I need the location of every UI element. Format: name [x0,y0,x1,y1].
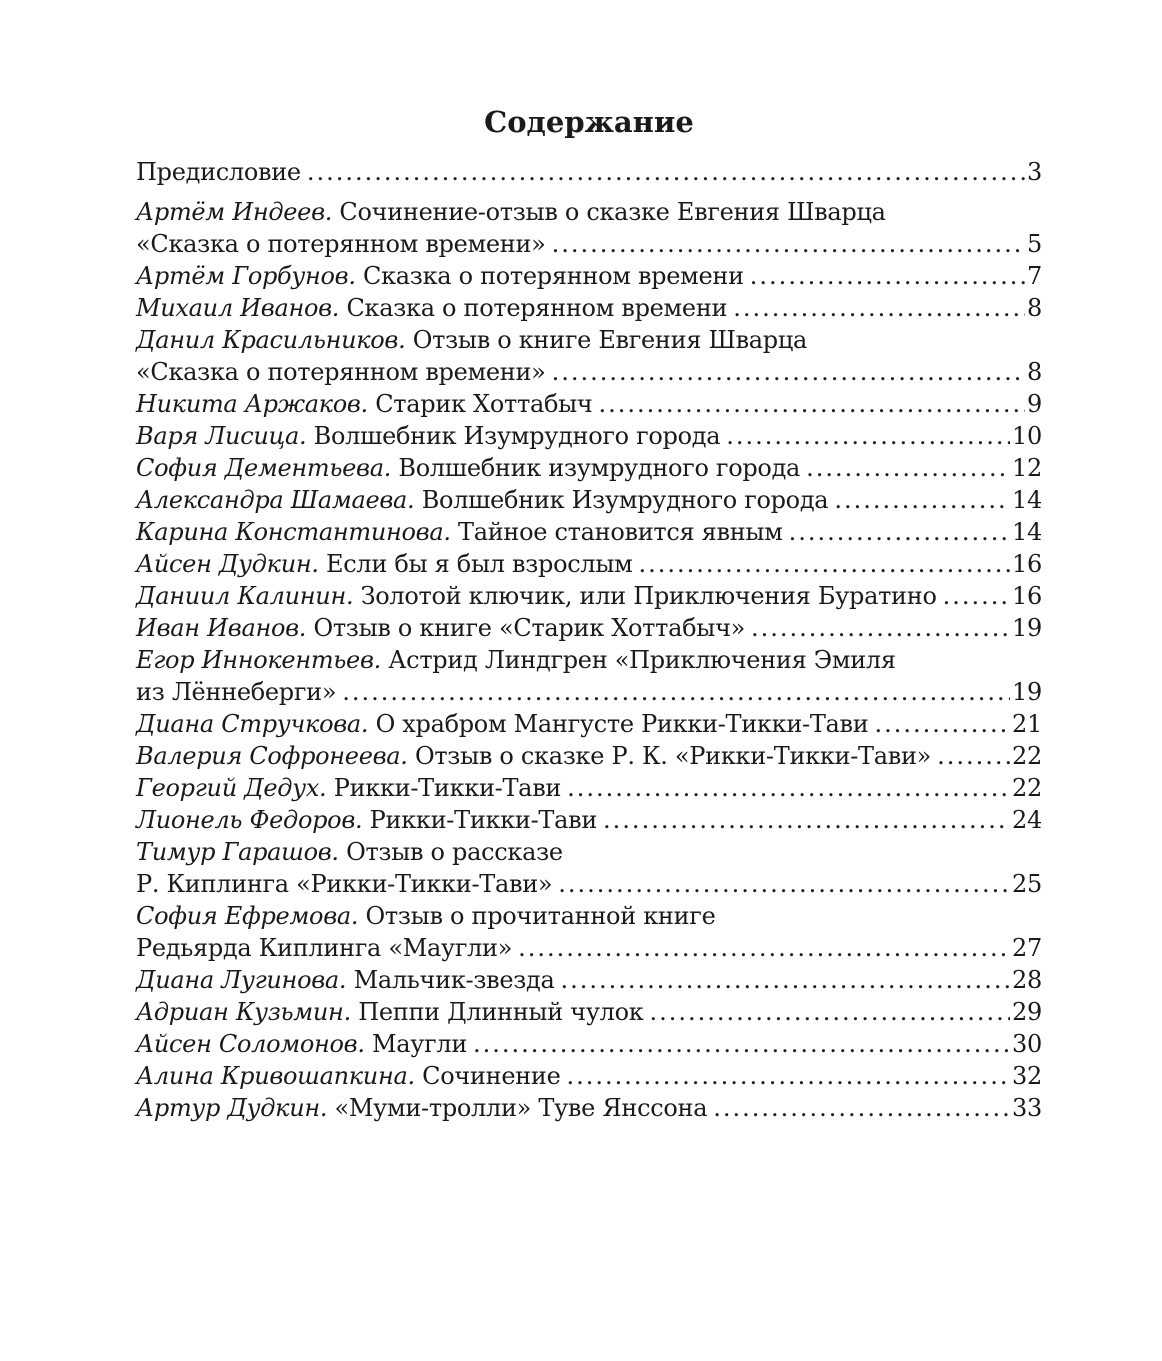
toc-line [136,612,1042,644]
toc-entry [136,548,1042,580]
toc-entry [136,516,1042,548]
toc-leader-dots [552,228,1025,260]
toc-entry [136,996,1042,1028]
toc-page-number: 27 [1012,934,1042,962]
toc-line [136,1028,1042,1060]
toc-leader-dots [750,260,1025,292]
toc-page-number: 5 [1027,230,1042,258]
toc-line [136,740,1042,772]
toc-leader-dots [567,1060,1011,1092]
toc-leader-dots [518,932,1010,964]
toc-entry [136,292,1042,324]
toc-entry-title: Золотой ключик, или Приключения Буратино [353,582,937,610]
toc-entry-title: Волшебник Изумрудного города [414,486,829,514]
toc-entry-preface [136,156,1042,188]
toc-entry [136,612,1042,644]
toc-list [136,156,1042,1124]
toc-leader-dots [552,356,1025,388]
toc-entry-author: Диана Стручкова. [136,710,369,738]
toc-entry-author: Айсен Соломонов. [136,1030,365,1058]
toc-page-number: 29 [1012,998,1042,1026]
toc-entry-title: Мальчик-звезда [346,966,555,994]
toc-line [136,388,1042,420]
toc-leader-dots [649,996,1010,1028]
toc-entry-author: Даниил Калинин. [136,582,354,610]
toc-line [136,516,1042,548]
toc-line [136,1092,1042,1124]
toc-line [136,292,1042,324]
toc-entry [136,484,1042,516]
toc-entry-title: Пеппи Длинный чулок [350,998,644,1026]
toc-entry [136,644,1042,708]
toc-entry-author: Диана Лугинова. [136,966,347,994]
toc-entry-title: Сочинение [414,1062,561,1090]
toc-entry-title: Маугли [364,1030,468,1058]
toc-entry-title: Рикки-Тикки-Тави [326,774,562,802]
toc-line [136,644,1042,676]
toc-line [136,836,1042,868]
toc-leader-dots [726,420,1010,452]
toc-leader-dots [751,612,1010,644]
toc-page-number: 33 [1012,1094,1042,1122]
toc-entry-title: Сказка о потерянном времени [355,262,744,290]
toc-entry-author: Лионель Федоров. [136,806,363,834]
toc-line [136,772,1042,804]
toc-page-number: 24 [1012,806,1042,834]
toc-entry [136,420,1042,452]
toc-line [136,324,1042,356]
toc-entry [136,1060,1042,1092]
toc-entry [136,900,1042,964]
toc-entry [136,1028,1042,1060]
toc-leader-dots [733,292,1025,324]
toc-entry-title: Отзыв о рассказе [338,838,563,866]
toc-line [136,868,1042,900]
toc-line [136,900,1042,932]
toc-leader-dots [789,516,1010,548]
toc-leader-dots [473,1028,1010,1060]
toc-entry-title: Отзыв о книге Евгения Шварца [405,326,808,354]
toc-line [136,196,1042,228]
toc-entry-author: Егор Иннокентьев. [136,646,381,674]
toc-entry-title: Рикки-Тикки-Тави [362,806,598,834]
toc-entry-author: Артём Горбунов. [136,262,356,290]
toc-leader-dots [307,156,1025,188]
toc-leader-dots [834,484,1010,516]
toc-line [136,1060,1042,1092]
toc-page-number: 28 [1012,966,1042,994]
toc-entry-author: Иван Иванов. [136,614,307,642]
toc-page-number: 19 [1012,614,1042,642]
toc-leader-dots [806,452,1010,484]
toc-leader-dots [713,1092,1010,1124]
toc-entry-title: Астрид Линдгрен «Приключения Эмиля [380,646,896,674]
toc-entry-author: Тимур Гарашов. [136,838,339,866]
toc-page-number: 22 [1012,774,1042,802]
toc-page-number: 14 [1012,518,1042,546]
toc-entry-title: Отзыв о сказке Р. К. «Рикки-Тикки-Тави» [407,742,932,770]
toc-line [136,804,1042,836]
toc-entry-author: Алина Кривошапкина. [136,1062,415,1090]
toc-entry-title: «Муми-тролли» Туве Янссона [327,1094,708,1122]
toc-line [136,452,1042,484]
toc-page-number: 21 [1012,710,1042,738]
toc-entry-author: Айсен Дудкин. [136,550,319,578]
toc-entry [136,708,1042,740]
toc-page-number: 9 [1027,390,1042,418]
toc-line [136,156,1042,188]
toc-entry-title: Отзыв о книге «Старик Хоттабыч» [306,614,746,642]
toc-entry-title-continued: «Сказка о потерянном времени» [136,230,546,258]
toc-line [136,996,1042,1028]
toc-page-number: 19 [1012,678,1042,706]
toc-entry [136,772,1042,804]
toc-page-number: 30 [1012,1030,1042,1058]
toc-entry-title-continued: из Лённеберги» [136,678,337,706]
toc-entry [136,260,1042,292]
toc-entry-title: Волшебник Изумрудного города [306,422,721,450]
toc-entry [136,196,1042,260]
toc-entry [136,1092,1042,1124]
toc-entry-author: Михаил Иванов. [136,294,340,322]
toc-leader-dots [561,964,1011,996]
toc-entry-author: Варя Лисица. [136,422,307,450]
toc-line [136,580,1042,612]
toc-page-number: 12 [1012,454,1042,482]
toc-entry [136,804,1042,836]
toc-entry-title: О храбром Мангусте Рикки-Тикки-Тави [368,710,869,738]
page-title: Содержание [484,105,694,139]
toc-page-number: 14 [1012,486,1042,514]
toc-entry-author: Артём Индеев. [136,198,333,226]
toc-leader-dots [874,708,1010,740]
toc-line [136,676,1042,708]
toc-line [136,964,1042,996]
toc-entry [136,452,1042,484]
toc-line [136,708,1042,740]
toc-page-number: 8 [1027,358,1042,386]
toc-page [136,102,1042,1124]
toc-entry [136,836,1042,900]
toc-entry-author: Валерия Софронеева. [136,742,408,770]
toc-entry-author: Карина Константинова. [136,518,451,546]
toc-leader-dots [603,804,1010,836]
toc-entry [136,740,1042,772]
toc-leader-dots [937,740,1010,772]
toc-page-number: 22 [1012,742,1042,770]
toc-page-number: 32 [1012,1062,1042,1090]
toc-entry-title: Предисловие [136,158,301,186]
toc-entry-title: Отзыв о прочитанной книге [358,902,716,930]
toc-entry [136,964,1042,996]
toc-line [136,356,1042,388]
toc-entry-title-continued: Редьярда Киплинга «Маугли» [136,934,513,962]
toc-line [136,548,1042,580]
toc-page-number: 8 [1027,294,1042,322]
toc-entry [136,324,1042,388]
toc-leader-dots [943,580,1010,612]
toc-page-number: 3 [1027,158,1042,186]
toc-leader-dots [598,388,1025,420]
toc-page-number: 25 [1012,870,1042,898]
toc-entry-title: Сказка о потерянном времени [339,294,728,322]
toc-entry-title: Если бы я был взрослым [318,550,633,578]
toc-entry-title: Волшебник изумрудного города [391,454,801,482]
toc-entry-author: София Дементьева. [136,454,392,482]
toc-line [136,420,1042,452]
toc-entry-title: Старик Хоттабыч [367,390,593,418]
toc-entry-author: София Ефремова. [136,902,359,930]
toc-entry-author: Артур Дудкин. [136,1094,328,1122]
toc-entry-title: Тайное становится явным [450,518,783,546]
toc-leader-dots [567,772,1010,804]
toc-line [136,228,1042,260]
toc-entry-author: Георгий Дедух. [136,774,327,802]
toc-entry [136,388,1042,420]
toc-line [136,260,1042,292]
toc-entry [136,580,1042,612]
toc-page-number: 16 [1012,582,1042,610]
toc-entry-author: Никита Аржаков. [136,390,368,418]
toc-entry-author: Александра Шамаева. [136,486,415,514]
toc-leader-dots [639,548,1011,580]
toc-entry-title: Сочинение-отзыв о сказке Евгения Шварца [332,198,886,226]
toc-leader-dots [558,868,1010,900]
toc-page-number: 16 [1012,550,1042,578]
toc-entry-title-continued: Р. Киплинга «Рикки-Тикки-Тави» [136,870,553,898]
toc-entry-author: Данил Красильников. [136,326,406,354]
toc-page-number: 10 [1012,422,1042,450]
toc-line [136,932,1042,964]
toc-entry-title-continued: «Сказка о потерянном времени» [136,358,546,386]
toc-page-number: 7 [1027,262,1042,290]
toc-line [136,484,1042,516]
toc-leader-dots [342,676,1010,708]
toc-entry-author: Адриан Кузьмин. [136,998,351,1026]
